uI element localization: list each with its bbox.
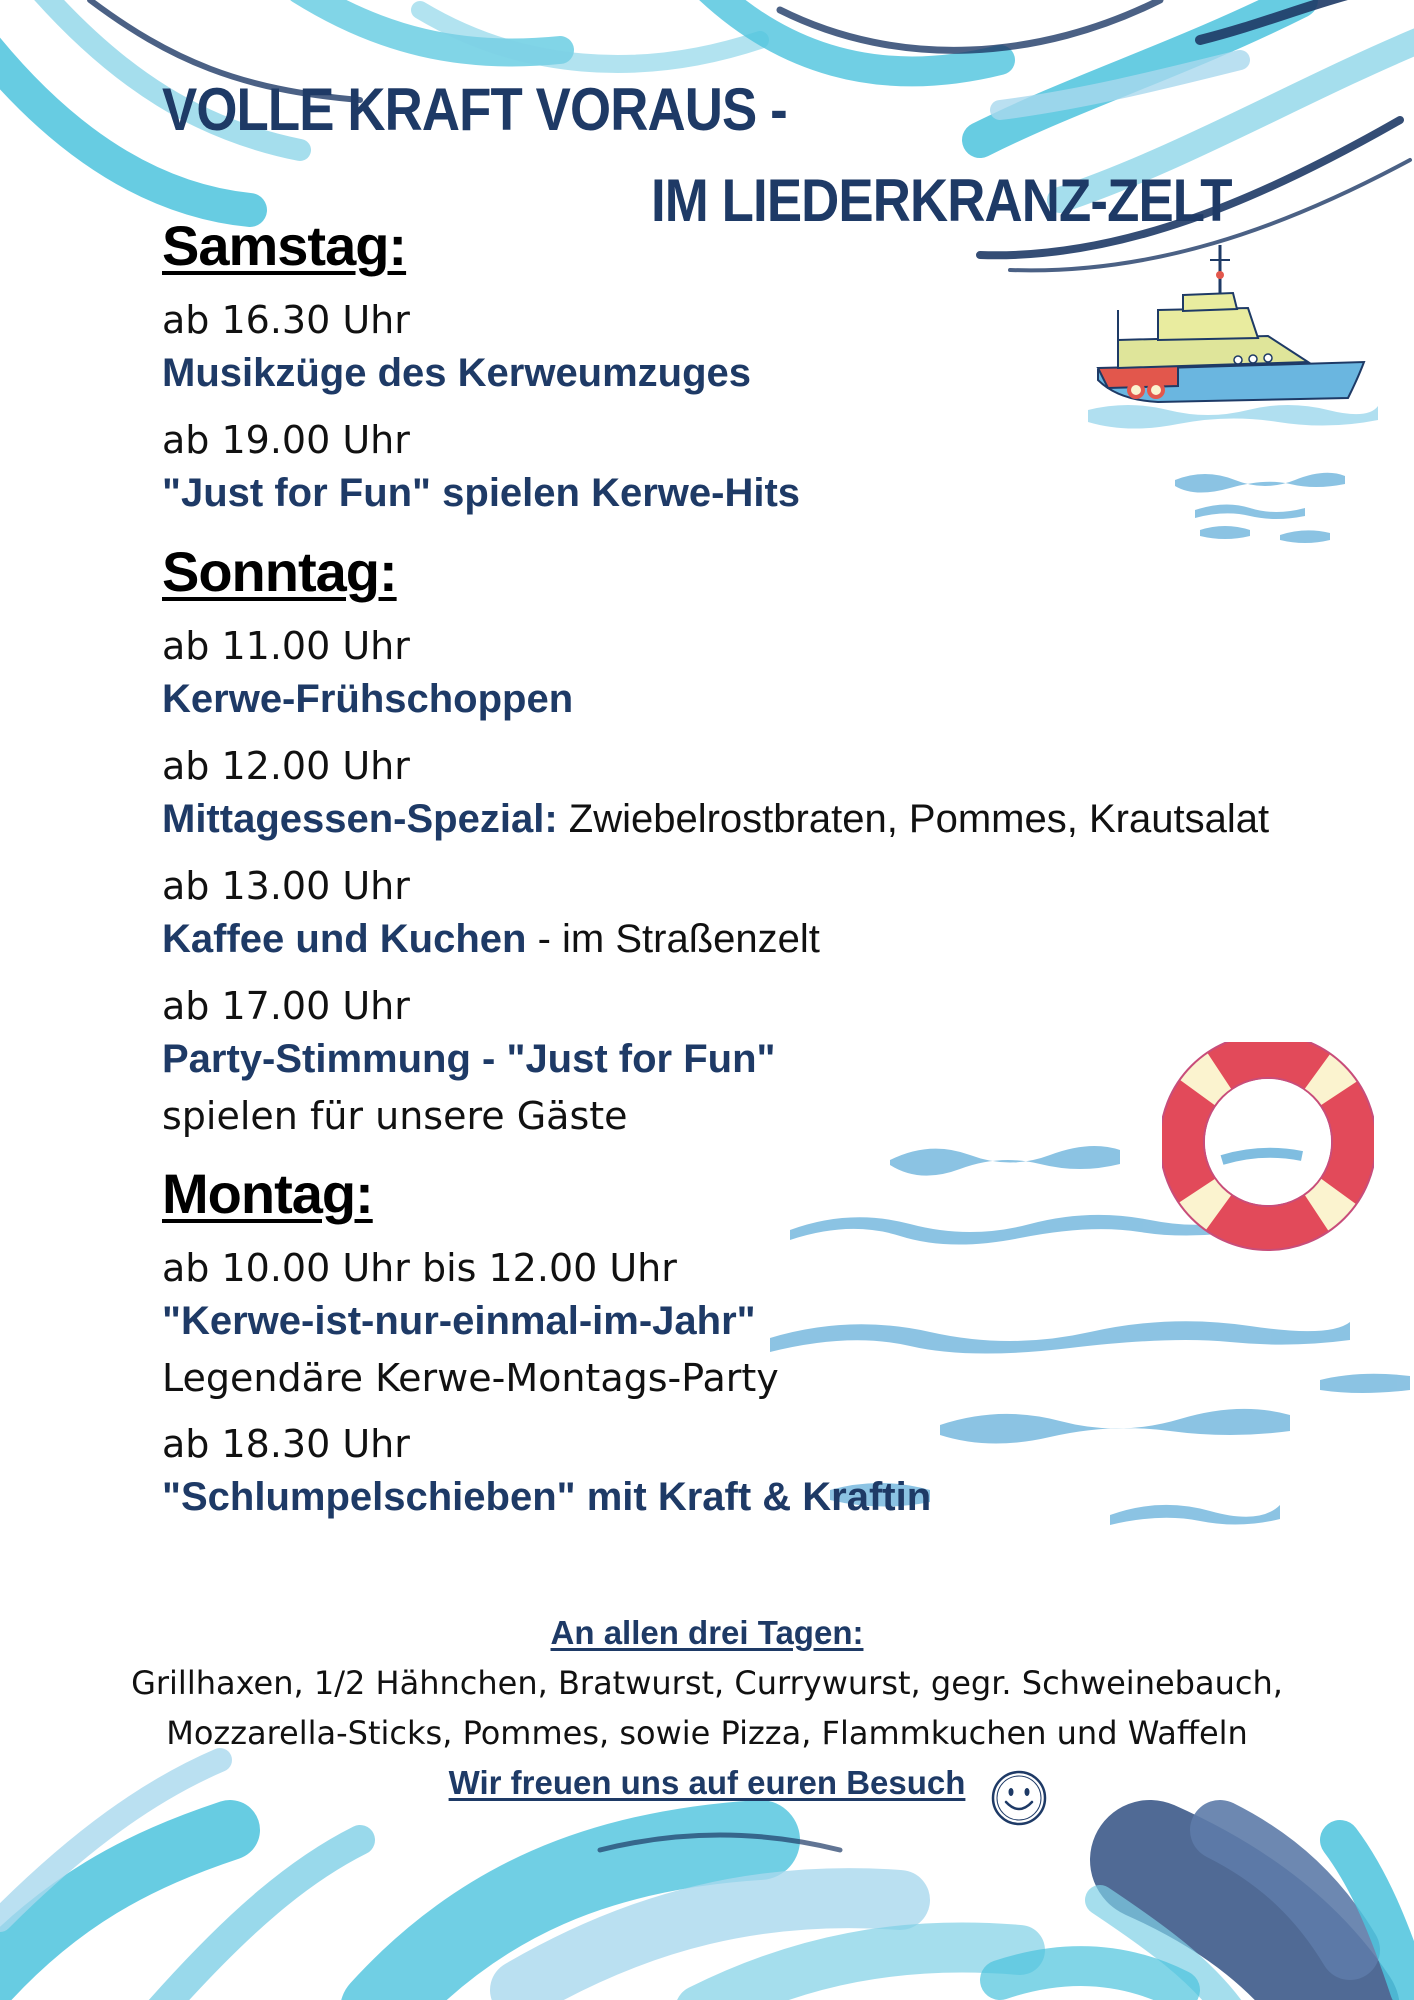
event-title: Mittagessen-Spezial: Zwiebelrostbraten, Pommes, Krautsalat: [162, 797, 1270, 841]
event-title: Kerwe-Frühschoppen: [162, 677, 574, 721]
smiley-face-icon: [990, 1770, 1048, 1826]
schedule: [162, 210, 1362, 1526]
day-heading-saturday: Samstag:: [162, 214, 407, 277]
event-title: "Schlumpelschieben" mit Kraft & Kraftin: [162, 1475, 932, 1519]
event-time: ab 11.00 Uhr: [162, 624, 410, 668]
event-time: ab 19.00 Uhr: [162, 418, 410, 462]
footer-food-line-1: Grillhaxen, 1/2 Hähnchen, Bratwurst, Currywurst, gegr. Schweinebauch,: [131, 1664, 1283, 1702]
event-title: Kaffee und Kuchen - im Straßenzelt: [162, 917, 820, 961]
event-time: ab 18.30 Uhr: [162, 1422, 410, 1466]
event-time: ab 13.00 Uhr: [162, 864, 410, 908]
footer-food-line-2: Mozzarella-Sticks, Pommes, sowie Pizza, Flammkuchen und Waffeln: [166, 1714, 1248, 1752]
event-detail: Zwiebelrostbraten, Pommes, Krautsalat: [557, 797, 1270, 841]
day-heading-sunday: Sonntag:: [162, 540, 397, 603]
day-heading-monday: Montag:: [162, 1162, 373, 1225]
poster-title-line1: VOLLE KRAFT VORAUS -: [162, 76, 787, 143]
event-detail: spielen für unsere Gäste: [162, 1094, 628, 1138]
footer-heading: An allen drei Tagen:: [550, 1614, 864, 1651]
event-detail: - im Straßenzelt: [526, 917, 820, 961]
event-title: "Kerwe-ist-nur-einmal-im-Jahr": [162, 1299, 756, 1343]
event-title: Party-Stimmung - "Just for Fun": [162, 1037, 776, 1081]
event-time: ab 17.00 Uhr: [162, 984, 410, 1028]
footer-closing: Wir freuen uns auf euren Besuch: [448, 1764, 966, 1801]
event-detail: Legendäre Kerwe-Montags-Party: [162, 1356, 779, 1400]
event-title: Musikzüge des Kerweumzuges: [162, 351, 752, 395]
event-time: ab 10.00 Uhr bis 12.00 Uhr: [162, 1246, 677, 1290]
event-time: ab 12.00 Uhr: [162, 744, 410, 788]
event-time: ab 16.30 Uhr: [162, 298, 410, 342]
event-title: "Just for Fun" spielen Kerwe-Hits: [162, 471, 801, 515]
poster-title-line2: IM LIEDERKRANZ-ZELT: [651, 167, 1232, 234]
